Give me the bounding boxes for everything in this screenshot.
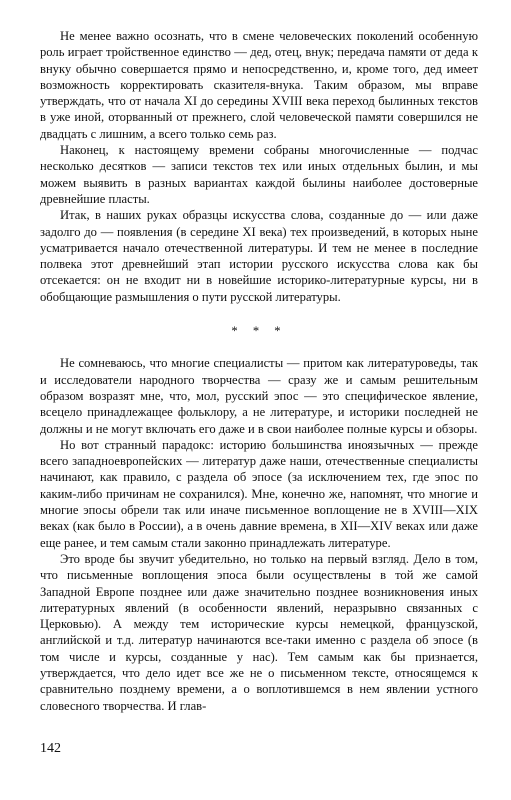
section-separator: * * *	[231, 324, 287, 339]
paragraph: Не менее важно осознать, что в смене человеческих поколений особенную роль играет тройственное единство — дед, отец, внук; передача памяти от деда к внуку обычно совершается прямо и непосредственно, и, кроме того, дед имеет возможность корректировать сказителя-внука. Таким образом, мы вправе утверждать, что от начала XI до середины XVIII века переход былинных текстов в уже иной, оторванный от прежнего, слой человеческой памяти совершился не двадцать с лишним, а всего только семь раз.	[40, 29, 478, 141]
body-text	[40, 28, 478, 714]
paragraph: Не сомневаюсь, что многие специалисты — притом как литературоведы, так и исследователи народного творчества — сразу же и самым решительным образом возразят мне, что, мол, русский эпос — это специфическое явление, всецело принадлежащее фольклору, а не литературе, и историки последней не должны и не могут включать его даже и в свои наиболее полные курсы и обзоры.	[40, 356, 478, 436]
paragraph: Наконец, к настоящему времени собраны многочисленные — подчас несколько десятков — записи текстов тех или иных отдельных былин, и мы можем выявить в разных вариантах каждой былины наиболее достоверные древнейшие пласты.	[40, 143, 478, 206]
paragraph: Это вроде бы звучит убедительно, но только на первый взгляд. Дело в том, что письменные воплощения эпоса были осуществлены в той же самой Западной Европе позднее или даже значительно позднее возникновения иных литературных явлений (в особенности явлений, неразрывно связанных с Церковью). А между тем исторические курсы немецкой, французской, английской и т.д. литератур начинаются все-таки именно с раздела об эпосе (в том числе и курсы, созданные у нас). Тем самым как бы признается, утверждается, что дело идет все же не о письменном тексте, относящемся к сравнительно позднему времени, а о воплотившемся в нем явлении устного словесного творчества. И глав-	[40, 551, 478, 713]
paragraph: Итак, в наших руках образцы искусства слова, созданные до — или даже задолго до — появления (в середине XI века) тех произведений, в которых ныне усматривается начало отечественной литературы. И тем не менее в последние полвека этот древнейший этап истории русского искусства слова как бы отсекается: он не входит ни в новейшие историко-литературные курсы, ни в обобщающие размышления о пути русской литературы.	[40, 208, 478, 304]
paragraph: Но вот странный парадокс: историю большинства иноязычных — прежде всего западноевропейских — литератур даже наши, отечественные специалисты начинают, как правило, с раздела об эпосе (за исключением тех, где эпос по каким-либо причинам не сохранился). Мне, конечно же, напомнят, что многие и многие эпосы обрели так или иначе письменное воплощение не в XVIII—XIX веках (как было в России), а в очень давние времена, в XII—XIV веках или даже еще ранее, и тем самым стали законно принадлежать литературе.	[40, 437, 478, 550]
page-number: 142	[40, 741, 61, 756]
